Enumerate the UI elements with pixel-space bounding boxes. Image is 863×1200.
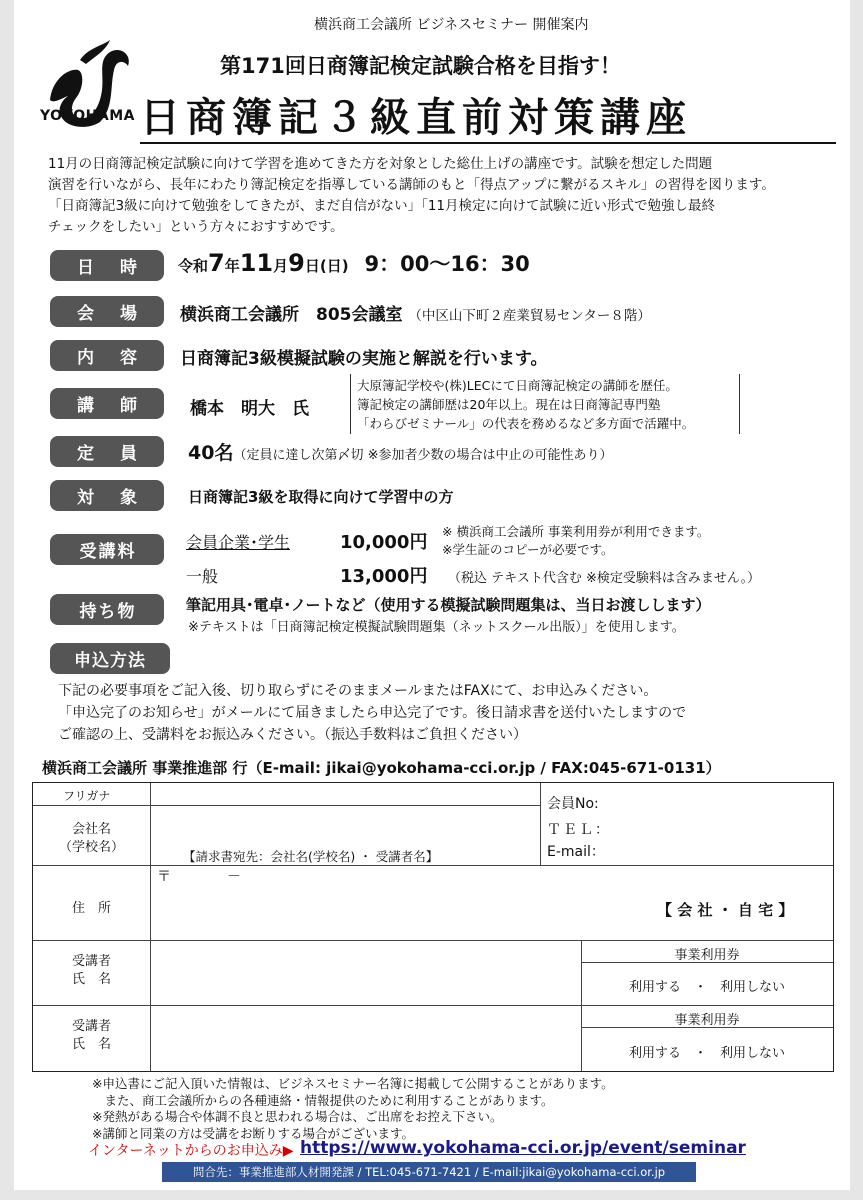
logo-text: YOKOHAMA — [40, 108, 135, 124]
attendee2-label: 受講者 氏 名 — [71, 1019, 111, 1052]
subtitle: 第171回日商簿記検定試験合格を目指す！ — [220, 54, 621, 78]
seminar-flyer — [14, 0, 850, 1190]
notes: ※申込書にご記入頂いた情報は、ビジネスセミナー名簿に掲載して公開することがあります。 また、商工会議所からの各種連絡・情報提供のために利用することがあります。 ※発熱がある場合や体調不良と思われる場合は、ご出席をお控え下さい。 ※講師と同業の方は受講をお断りする場合がございます。 — [92, 1076, 614, 1141]
items-label: 持ち物 — [50, 594, 164, 625]
application-form — [32, 782, 834, 1072]
contact-footer: 問合先：事業推進部人材開発課 / TEL:045-671-7421 / E-mail:jikai@yokohama-cci.or.jp — [162, 1162, 696, 1182]
fee-general-label: 一般 — [186, 567, 219, 586]
voucher2-options: 利用する ・ 利用しない — [628, 1046, 785, 1061]
apply-instructions: 下記の必要事項をご記入後、切り取らずにそのままメールまたはFAXにて、お申込みください。 「申込完了のお知らせ」がメールにて届きましたら申込完了です。後日請求書を送付いたしますので ご確認の上、受講料をお振込みください。（振込手数料はご負担ください） — [58, 683, 687, 743]
company-label: 会社名 （学校名） — [58, 822, 124, 855]
fee-member-amount: 10,000円 — [340, 532, 428, 553]
target-value: 日商簿記3級を取得に向けて学習中の方 — [188, 488, 454, 506]
apply-label: 申込方法 — [50, 643, 170, 674]
instructor-bio: 大原簿記学校や(株)LECにて日商簿記検定の講師を歴任。 簿記検定の講師歴は20年以上。現在は日商簿記専門塾 「わらびゼミナール」の代表を務めるなど多方面で活躍中。 — [350, 374, 740, 434]
target-label: 対 象 — [50, 480, 164, 511]
home-office-choice: 【 会 社 ・ 自 宅 】 — [657, 901, 794, 919]
address-label: 住 所 — [71, 901, 111, 916]
content-value: 日商簿記3級模擬試験の実施と解説を行います。 — [180, 349, 548, 369]
intro-paragraph: 11月の日商簿記検定試験に向けて学習を進めてきた方を対象とした総仕上げの講座です。試験を想定した問題 演習を行いながら、長年にわたり簿記検定を指導している講師のもと「得点アップに繋がるスキル」の習得を図ります。 「日商簿記3級に向けて勉強をしてきたが、まだ自信がない」「11月検定に向けて試験に近い形式で勉強し最終 チェックをしたい」という方々におすすめです。 — [48, 156, 775, 235]
date-label: 日 時 — [50, 250, 164, 281]
fee-label: 受講料 — [50, 534, 164, 565]
venue-value: 横浜商工会議所 805会議室 （中区山下町２産業貿易センター８階） — [180, 305, 651, 325]
internet-apply-label: インターネットからのお申込み▶ — [88, 1143, 294, 1159]
member-no-label: 会員No: — [547, 796, 599, 812]
date-value: 令和7年11月9日(日) 9：00～16：30 — [178, 249, 530, 277]
voucher1-header: 事業利用券 — [674, 948, 740, 963]
application-destination: 横浜商工会議所 事業推進部 行（E-mail: jikai@yokohama-cci.or.jp / FAX:045-671-0131） — [42, 759, 721, 777]
venue-label: 会 場 — [50, 296, 164, 327]
voucher1-options: 利用する ・ 利用しない — [628, 980, 785, 995]
attendee1-label: 受講者 氏 名 — [71, 954, 111, 987]
capacity-label: 定 員 — [50, 436, 164, 467]
instructor-name: 橋本 明大 氏 — [190, 399, 309, 419]
title-rule — [140, 142, 836, 144]
tel-label: ＴＥＬ： — [547, 822, 611, 838]
voucher2-header: 事業利用券 — [674, 1013, 740, 1028]
fee-general-amount: 13,000円 — [340, 566, 428, 587]
instructor-label: 講 師 — [50, 388, 164, 419]
items-note: ※テキストは「日商簿記検定模擬試験問題集（ネットスクール出版）」を使用します。 — [188, 620, 685, 635]
fee-member-label: 会員企業･学生 — [186, 533, 291, 552]
postal-mark: 〒 － — [157, 869, 241, 885]
invoice-note: 【請求書宛先：会社名(学校名) ・ 受講者名】 — [183, 849, 439, 864]
content-label: 内 容 — [50, 340, 164, 371]
furigana-label: フリガナ — [63, 789, 111, 803]
items-value: 筆記用具･電卓･ノートなど（使用する模擬試験問題集は、当日お渡しします） — [186, 596, 711, 614]
header-top-line: 横浜商工会議所 ビジネスセミナー 開催案内 — [314, 17, 589, 33]
page-title: 日商簿記３級直前対策講座 — [140, 95, 692, 141]
email-label: E-mail： — [547, 844, 605, 860]
seminar-url-link[interactable]: https://www.yokohama-cci.or.jp/event/seminar — [300, 1138, 746, 1158]
fee-member-notes: ※ 横浜商工会議所 事業利用券が利用できます。 ※学生証のコピーが必要です。 — [442, 524, 710, 557]
capacity-value: 40名（定員に達し次第〆切 ※参加者少数の場合は中止の可能性あり） — [188, 442, 613, 464]
fee-general-note: （税込 テキスト代含む ※検定受験料は含みません。） — [448, 571, 761, 586]
